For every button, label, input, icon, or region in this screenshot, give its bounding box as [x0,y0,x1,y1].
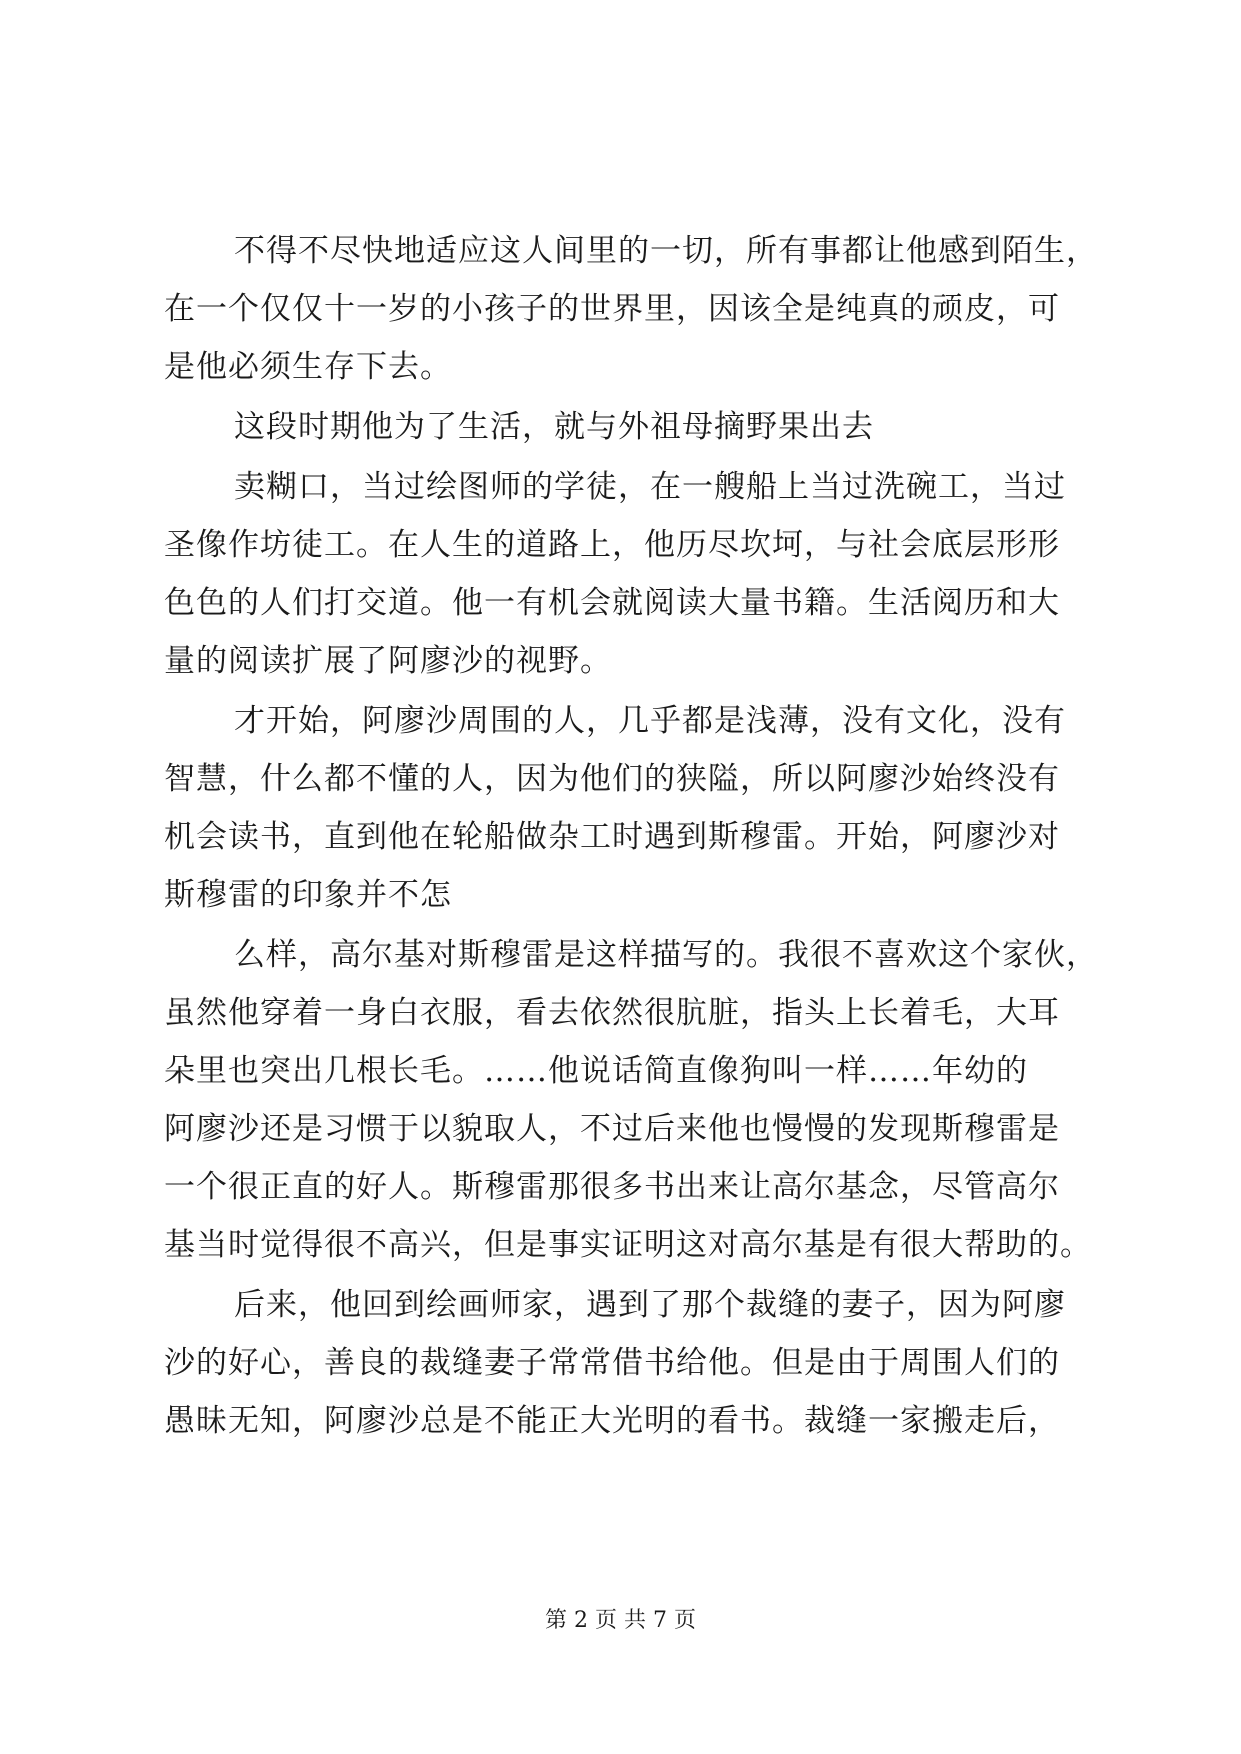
text-line: 在一个仅仅十一岁的小孩子的世界里，因该全是纯真的顽皮，可 [164,291,1060,327]
text-line: 卖糊口，当过绘图师的学徒，在一艘船上当过洗碗工，当过 [234,469,1066,505]
text-line: 才开始，阿廖沙周围的人，几乎都是浅薄，没有文化，没有 [234,703,1066,739]
text-line: 阿廖沙还是习惯于以貌取人，不过后来他也慢慢的发现斯穆雷是 [164,1111,1060,1147]
text-line: 虽然他穿着一身白衣服，看去依然很肮脏，指头上长着毛，大耳 [164,995,1060,1031]
text-line: 朵里也突出几根长毛。……他说话简直像狗叫一样……年幼的 [164,1053,1028,1089]
text-line: 机会读书，直到他在轮船做杂工时遇到斯穆雷。开始，阿廖沙对 [164,819,1060,855]
text-line: 基当时觉得很不高兴，但是事实证明这对高尔基是有很大帮助的。 [164,1227,1092,1263]
text-line: 圣像作坊徒工。在人生的道路上，他历尽坎坷，与社会底层形形 [164,527,1060,563]
page-number: 第 2 页 共 7 页 [545,1608,696,1633]
text-line: 一个很正直的好人。斯穆雷那很多书出来让高尔基念，尽管高尔 [164,1169,1060,1205]
text-line: 不得不尽快地适应这人间里的一切，所有事都让他感到陌生， [234,233,1098,269]
text-line: 这段时期他为了生活，就与外祖母摘野果出去 [234,409,874,445]
text-line: 斯穆雷的印象并不怎 [164,877,452,913]
text-line: 是他必须生存下去。 [164,349,452,385]
text-line: 色色的人们打交道。他一有机会就阅读大量书籍。生活阅历和大 [164,585,1060,621]
text-line: 沙的好心，善良的裁缝妻子常常借书给他。但是由于周围人们的 [164,1345,1060,1381]
text-line: 么样，高尔基对斯穆雷是这样描写的。我很不喜欢这个家伙， [234,937,1098,973]
text-line: 愚昧无知，阿廖沙总是不能正大光明的看书。裁缝一家搬走后， [164,1403,1060,1439]
text-line: 量的阅读扩展了阿廖沙的视野。 [164,643,612,679]
text-line: 智慧，什么都不懂的人，因为他们的狭隘，所以阿廖沙始终没有 [164,761,1060,797]
text-line: 后来，他回到绘画师家，遇到了那个裁缝的妻子，因为阿廖 [234,1287,1066,1323]
